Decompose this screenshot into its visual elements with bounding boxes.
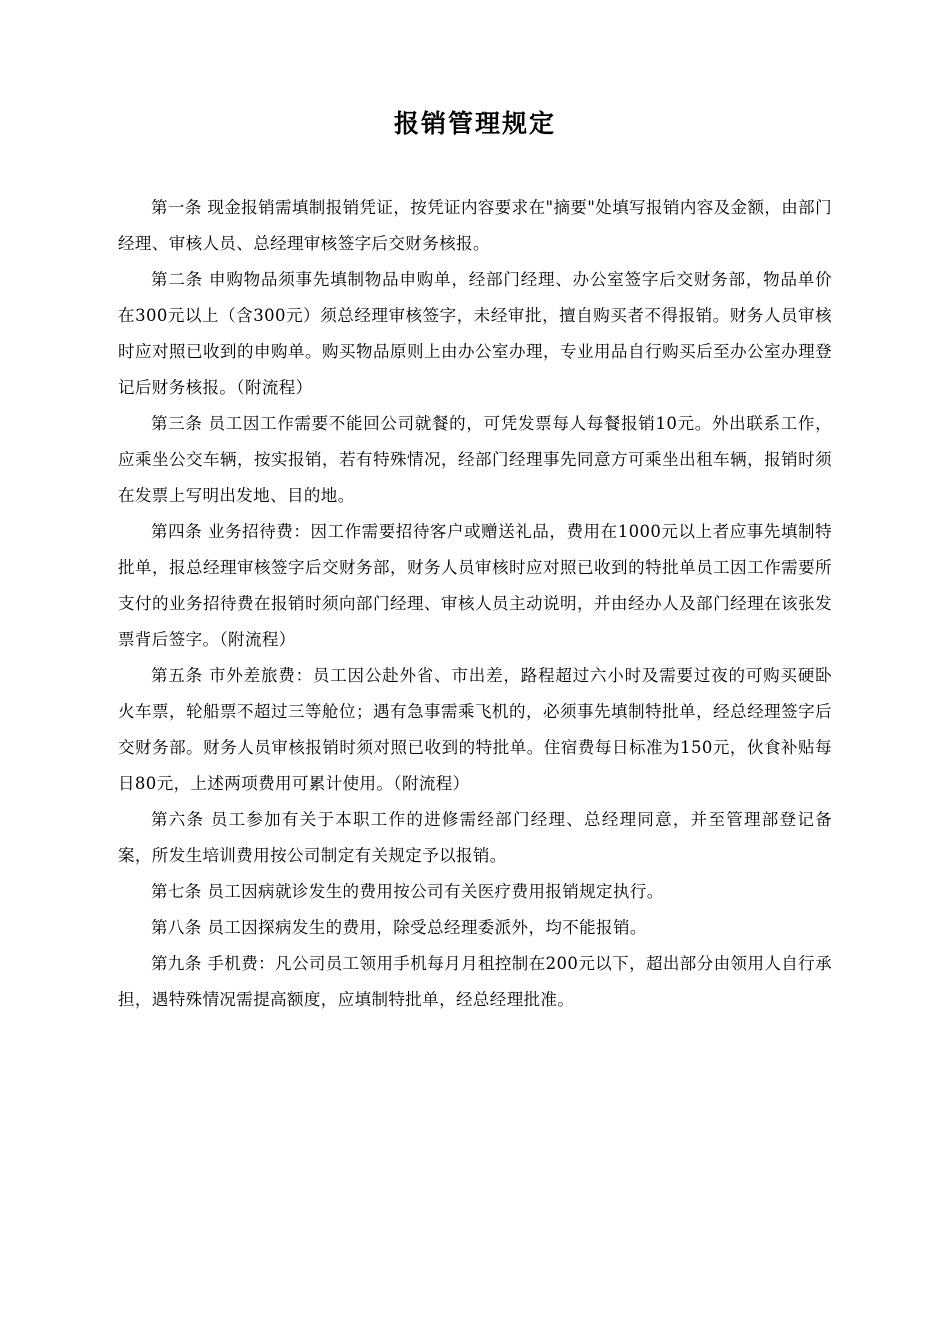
article-9: 第九条 手机费：凡公司员工领用手机每月月租控制在200元以下，超出部分由领用人自行承担，遇特殊情况需提高额度，应填制特批单，经总经理批准。 — [118, 954, 832, 1009]
article-2: 第二条 申购物品须事先填制物品申购单，经部门经理、办公室签字后交财务部，物品单价在300元以上（含300元）须总经理审核签字，未经审批，擅自购买者不得报销。财务人员审核时应对照已收到的申购单。购买物品原则上由办公室办理，专业用品自行购买后至办公室办理登记后财务核报。（附流程） — [118, 270, 832, 397]
article-6: 第六条 员工参加有关于本职工作的进修需经部门经理、总经理同意，并至管理部登记备案，所发生培训费用按公司制定有关规定予以报销。 — [118, 810, 832, 865]
article-4: 第四条 业务招待费：因工作需要招待客户或赠送礼品，费用在1000元以上者应事先填制特批单，报总经理审核签字后交财务部，财务人员审核时应对照已收到的特批单员工因工作需要所支付的业务招待费在报销时须向部门经理、审核人员主动说明，并由经办人及部门经理在该张发票背后签字。（附流程） — [118, 522, 832, 649]
article-3: 第三条 员工因工作需要不能回公司就餐的，可凭发票每人每餐报销10元。外出联系工作，应乘坐公交车辆，按实报销，若有特殊情况，经部门经理事先同意方可乘坐出租车辆，报销时须在发票上写明出发地、目的地。 — [118, 414, 832, 505]
article-7: 第七条 员工因病就诊发生的费用按公司有关医疗费用报销规定执行。 — [151, 882, 664, 901]
article-1: 第一条 现金报销需填制报销凭证，按凭证内容要求在"摘要"处填写报销内容及金额，由部门经理、审核人员、总经理审核签字后交财务核报。 — [118, 198, 832, 253]
document-page — [118, 104, 832, 1018]
article-5: 第五条 市外差旅费：员工因公赴外省、市出差，路程超过六小时及需要过夜的可购买硬卧火车票，轮船票不超过三等舱位；遇有急事需乘飞机的，必须事先填制特批单，经总经理签字后交财务部。财务人员审核报销时须对照已收到的特批单。住宿费每日标准为150元，伙食补贴每日80元，上述两项费用可累计使用。（附流程） — [118, 666, 832, 793]
article-8: 第八条 员工因探病发生的费用，除受总经理委派外，均不能报销。 — [151, 918, 647, 937]
document-title: 报销管理规定 — [393, 109, 556, 138]
